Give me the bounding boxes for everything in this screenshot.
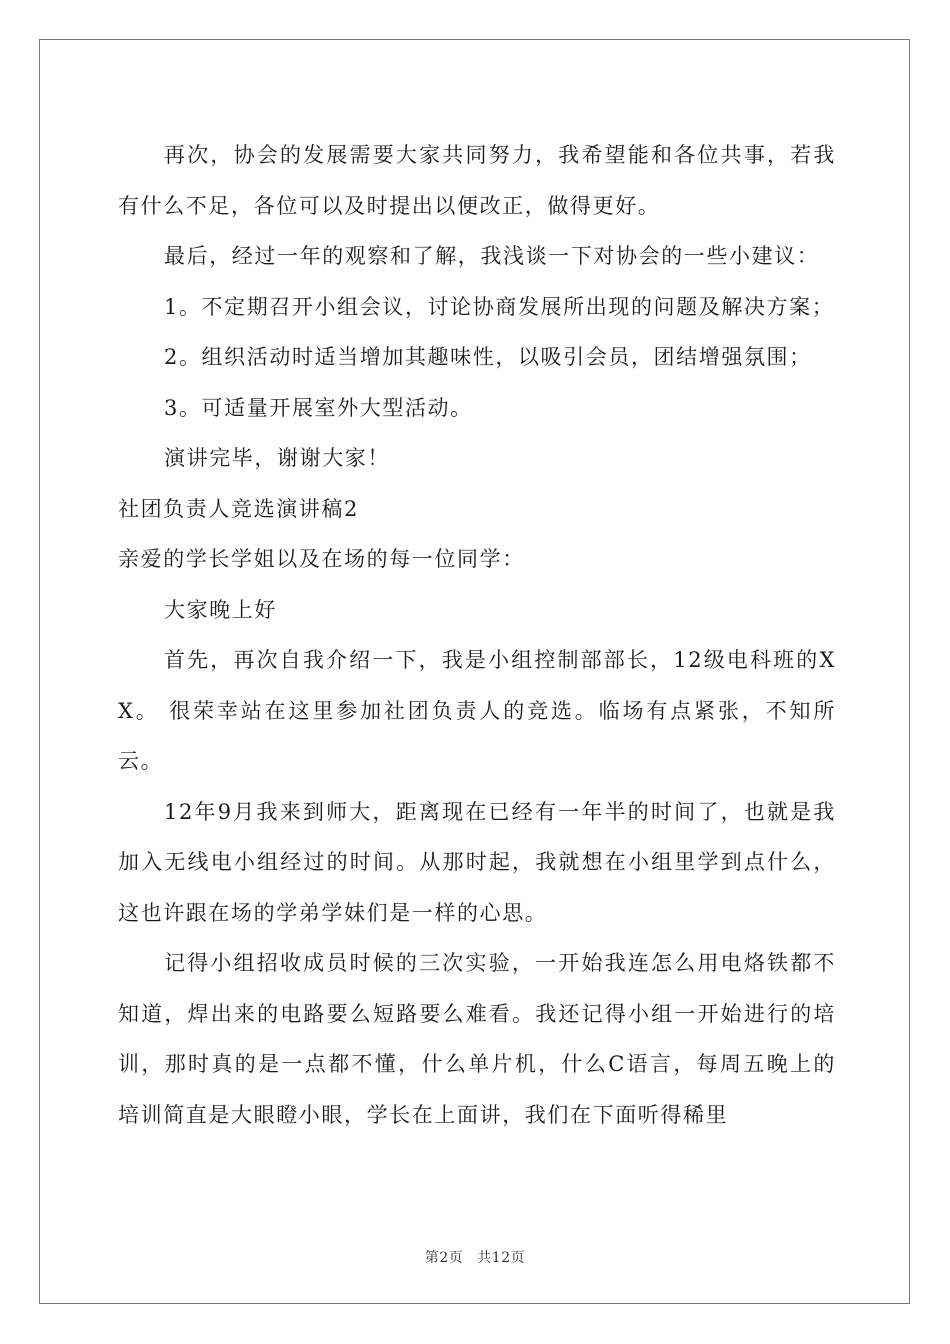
page-total: 共12页	[477, 1250, 526, 1266]
paragraph: 最后，经过一年的观察和了解，我浅谈一下对协会的一些小建议：	[164, 244, 820, 268]
paragraph: 1。不定期召开小组会议，讨论协商发展所出现的问题及解决方案；	[164, 294, 835, 319]
document-body	[118, 130, 836, 1140]
page-number: 第2页	[424, 1250, 464, 1266]
paragraph: 3。可适量开展室外大型活动。	[164, 395, 473, 420]
paragraph: 记得小组招收成员时候的三次实验，一开始我连怎么用电烙铁都不知道，焊出来的电路要么短路要么难看。我还记得小组一开始进行的培训，那时真的是一点都不懂，什么单片机，什么C语言，每周五晚上的培训简直是大眼瞪小眼，学长在上面讲，我们在下面听得稀里	[118, 951, 836, 1127]
page-footer	[0, 1247, 950, 1267]
section-heading: 社团负责人竞选演讲稿2	[118, 496, 359, 521]
paragraph: 12年9月我来到师大，距离现在已经有一年半的时间了，也就是我加入无线电小组经过的时间。从那时起，我就想在小组里学到点什么，这也许跟在场的学弟学妹们是一样的心思。	[118, 799, 836, 925]
paragraph: 首先，再次自我介绍一下，我是小组控制部部长，12级电科班的XX。 很荣幸站在这里参加社团负责人的竞选。临场有点紧张，不知所云。	[118, 648, 836, 773]
paragraph: 再次，协会的发展需要大家共同努力，我希望能和各位共事，若我有什么不足，各位可以及时提出以便改正，做得更好。	[118, 143, 836, 218]
greeting: 大家晚上好	[164, 597, 277, 622]
paragraph: 2。组织活动时适当增加其趣味性，以吸引会员，团结增强氛围；	[164, 345, 812, 369]
salutation: 亲爱的学长学姐以及在场的每一位同学：	[118, 547, 525, 571]
paragraph: 演讲完毕，谢谢大家！	[164, 446, 390, 470]
